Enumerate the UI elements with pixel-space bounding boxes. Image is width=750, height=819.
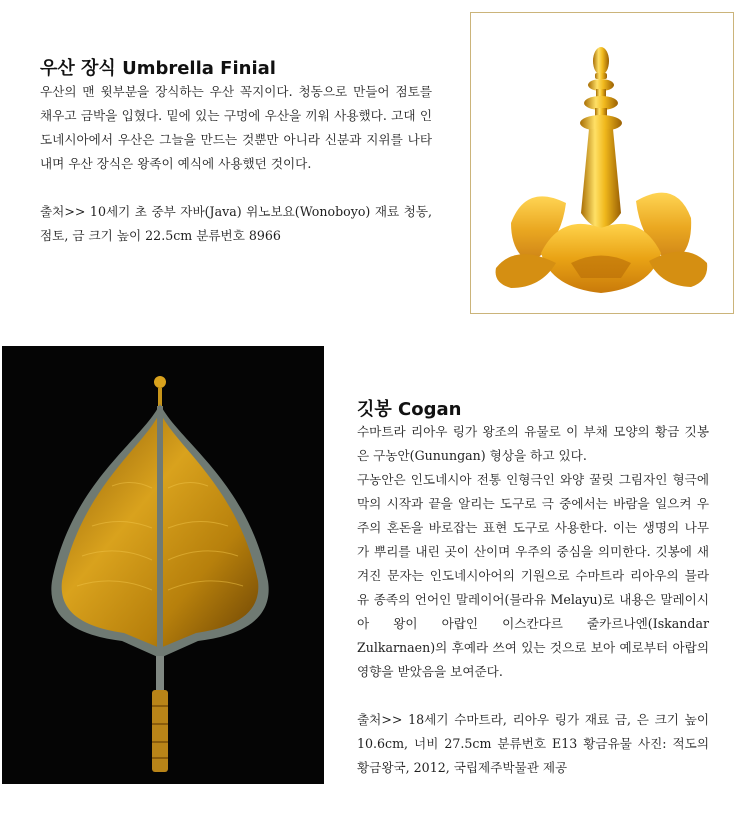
cogan-description — [357, 420, 709, 780]
umbrella-finial-photo-frame — [470, 12, 734, 314]
umbrella-finial-image — [471, 13, 732, 312]
cogan-paragraph-1: 수마트라 리아우 링가 왕조의 유물로 이 부채 모양의 황금 깃봉은 구농안(Gunungan) 형상을 하고 있다. — [357, 424, 709, 463]
umbrella-finial-title: 우산 장식 Umbrella Finial — [40, 58, 276, 79]
cogan-paragraph-2: 구농안은 인도네시아 전통 인형극인 와양 꿀릿 그림자인 형극에 막의 시작과 끝을 알리는 도구로 극 중에서는 바람을 일으켜 우주의 혼돈을 바로잡는 표현 도구로 사용한다. 이는 생명의 나무가 뿌리를 내린 곳이 산이며 우주의 중심을 의미한다. 깃봉에 새겨진 문자는 인도네시아어의 기원으로 수마트라 리아우의 믈라유 종족의 언어인 말레이어(믈라유 Melayu)로 내용은 말레이시아 왕이 아랍인 이스칸다르 줄카르나엔(Iskandar Zulkarnaen)의 후예라 쓰여 있는 것으로 보아 예로부터 아랍의 영향을 받았음을 보여준다. — [357, 472, 709, 679]
umbrella-finial-paragraph: 우산의 맨 윗부분을 장식하는 우산 꼭지이다. 청동으로 만들어 점토를 채우고 금박을 입혔다. 밑에 있는 구멍에 우산을 끼워 사용했다. 고대 인도네시아에서 우산은 그늘을 만드는 것뿐만 아니라 신분과 지위를 나타내며 우산 장식은 왕족이 예식에 사용했던 것이다. — [40, 84, 432, 171]
umbrella-finial-source: 출처>> 10세기 초 중부 자바(Java) 위노보요(Wonoboyo) 재료 청동, 점토, 금 크기 높이 22.5cm 분류번호 8966 — [40, 204, 432, 243]
cogan-source: 출처>> 18세기 수마트라, 리아우 링가 재료 금, 은 크기 높이 10.6cm, 너비 27.5cm 분류번호 E13 황금유물 사진: 적도의 황금왕국, 2012, 국립제주박물관 제공 — [357, 712, 709, 775]
cogan-title: 깃봉 Cogan — [357, 399, 462, 420]
umbrella-finial-description — [40, 80, 432, 248]
cogan-photo — [2, 346, 324, 784]
cogan-image — [2, 346, 324, 784]
